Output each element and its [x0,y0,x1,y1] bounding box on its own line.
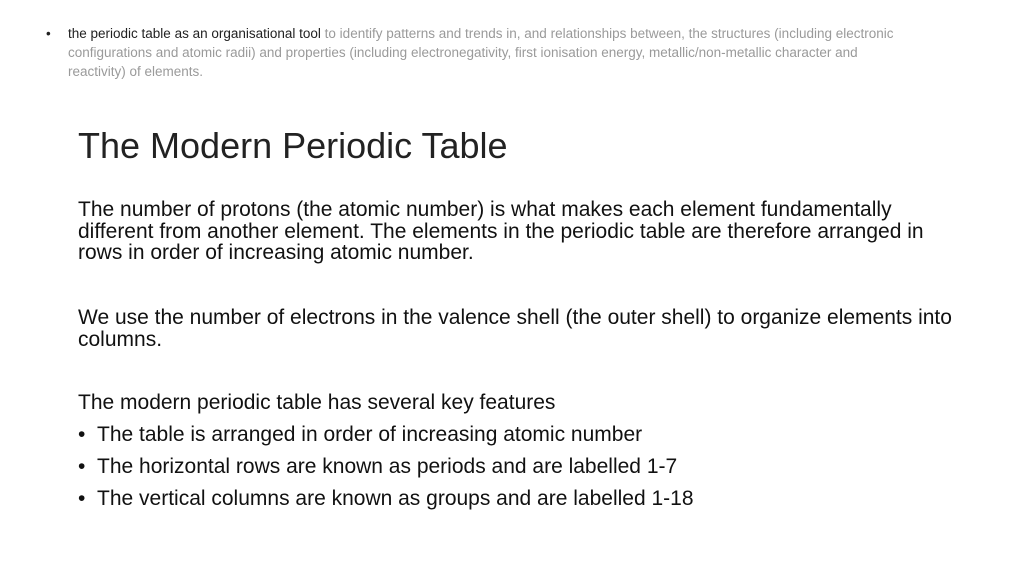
bullet-marker: • [46,26,51,41]
bullet-marker: • [78,423,86,446]
curriculum-note [46,24,906,81]
paragraph-atomic-number: The number of protons (the atomic number) is what makes each element fundamentally different from another element. The elements in the periodic table are therefore arranged in rows in order of increasing atomic number. [78,198,924,264]
list-item-text: The table is arranged in order of increasing atomic number [97,423,643,446]
bullet-marker: • [78,455,86,478]
list-item-text: The horizontal rows are known as periods and are labelled 1-7 [97,455,678,478]
list-item [78,487,958,511]
list-item-text: The vertical columns are known as groups and are labelled 1-18 [97,487,694,510]
key-features-list [78,423,958,511]
slide-title: The Modern Periodic Table [78,125,508,166]
list-item [78,423,958,447]
bullet-marker: • [78,487,86,510]
list-item [78,455,958,479]
curriculum-note-text [46,24,906,81]
curriculum-note-lead: the periodic table as an organisational tool [68,26,321,41]
key-features [78,391,958,519]
paragraph-valence-shell: We use the number of electrons in the valence shell (the outer shell) to organize elements into columns. [78,306,952,351]
key-features-intro: The modern periodic table has several key features [78,391,556,414]
curriculum-note-rest: to identify patterns and trends in, and relationships between, the structures (including electronic configurations and atomic radii) and properties (including electronegativity, first ionisation energy, metallic/non-metallic character and reactivity) of elements. [68,26,894,79]
